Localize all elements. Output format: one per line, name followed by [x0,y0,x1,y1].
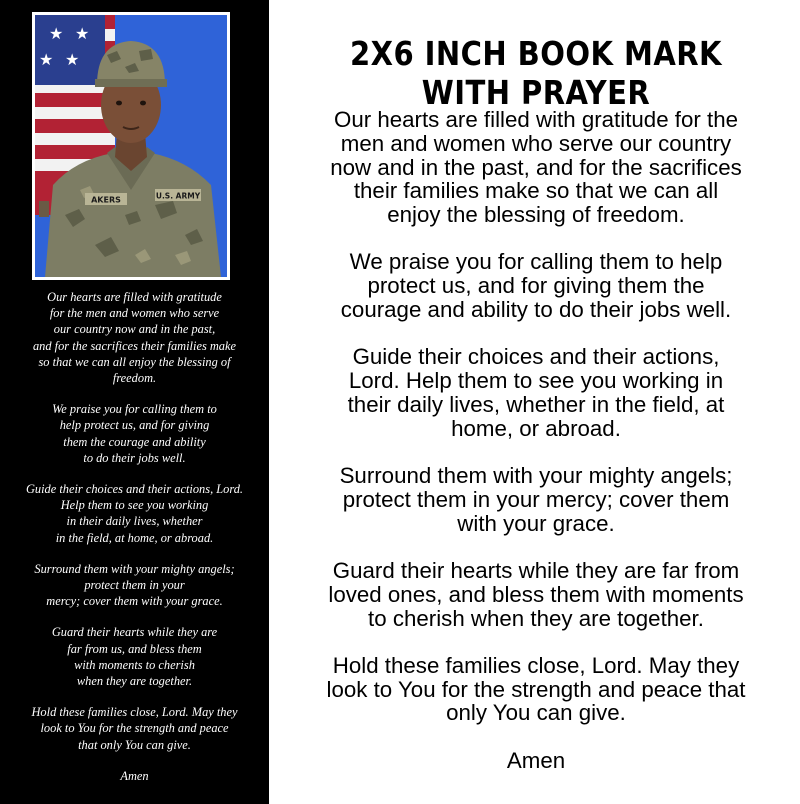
prayer-paragraph: Guide their choices and their actions, Lord. Help them to see you working in their daily lives, whether in the field, at home, or abroad. [347,344,725,441]
svg-text:★: ★ [49,24,64,43]
flag-patch-icon [39,201,49,217]
branch-tape-label: U.S. ARMY [155,191,201,201]
prayer-panel [272,0,800,804]
bookmark-prayer-paragraph: Our hearts are filled with gratitude for the men and women who serve our country now and in the past, and for the sacrifices their families make so that we can all enjoy the blessing of freedom. [32,290,237,386]
page-title: 2X6 INCH BOOK MARK WITH PRAYER [349,34,723,112]
svg-text:★: ★ [65,50,80,69]
bookmark-amen: Amen [120,768,149,783]
bookmark-prayer-paragraph: We praise you for calling them to help protect us, and for giving them the courage and ability to do their jobs well. [52,402,217,465]
bookmark-prayer-text [0,289,269,784]
svg-text:★: ★ [75,24,90,43]
soldier-photo-frame [32,12,230,280]
prayer-paragraph: We praise you for calling them to help protect us, and for giving them the courage and ability to do their jobs well. [340,249,732,323]
soldier-portrait-image [35,15,227,277]
svg-text:★: ★ [39,50,54,69]
prayer-amen: Amen [506,747,566,773]
soldier-photo [35,15,227,277]
prayer-paragraph: Guard their hearts while they are far from loved ones, and bless them with moments to cherish when they are together. [328,557,744,631]
bookmark-preview [0,0,269,804]
bookmark-prayer-paragraph: Guide their choices and their actions, Lord. Help them to see you working in their daily lives, whether in the field, at home, or abroad. [25,482,244,545]
name-tape-label: AKERS [91,195,121,205]
prayer-text [278,108,794,773]
prayer-paragraph: Surround them with your mighty angels; protect them in your mercy; cover them with your grace. [339,463,733,536]
bookmark-prayer-paragraph: Surround them with your mighty angels; protect them in your mercy; cover them with your grace. [34,561,235,609]
bookmark-prayer-paragraph: Guard their hearts while they are far from us, and bless them with moments to cherish when they are together. [51,625,218,689]
prayer-paragraph: Hold these families close, Lord. May they look to You for the strength and peace that only You can give. [326,652,746,726]
bookmark-prayer-paragraph: Hold these families close, Lord. May they look to You for the strength and peace that only You can give. [31,705,238,752]
prayer-paragraph: Our hearts are filled with gratitude for the men and women who serve our country now and in the past, and for the sacrifices their families make so that we can all enjoy the blessing of freedom. [330,107,742,228]
